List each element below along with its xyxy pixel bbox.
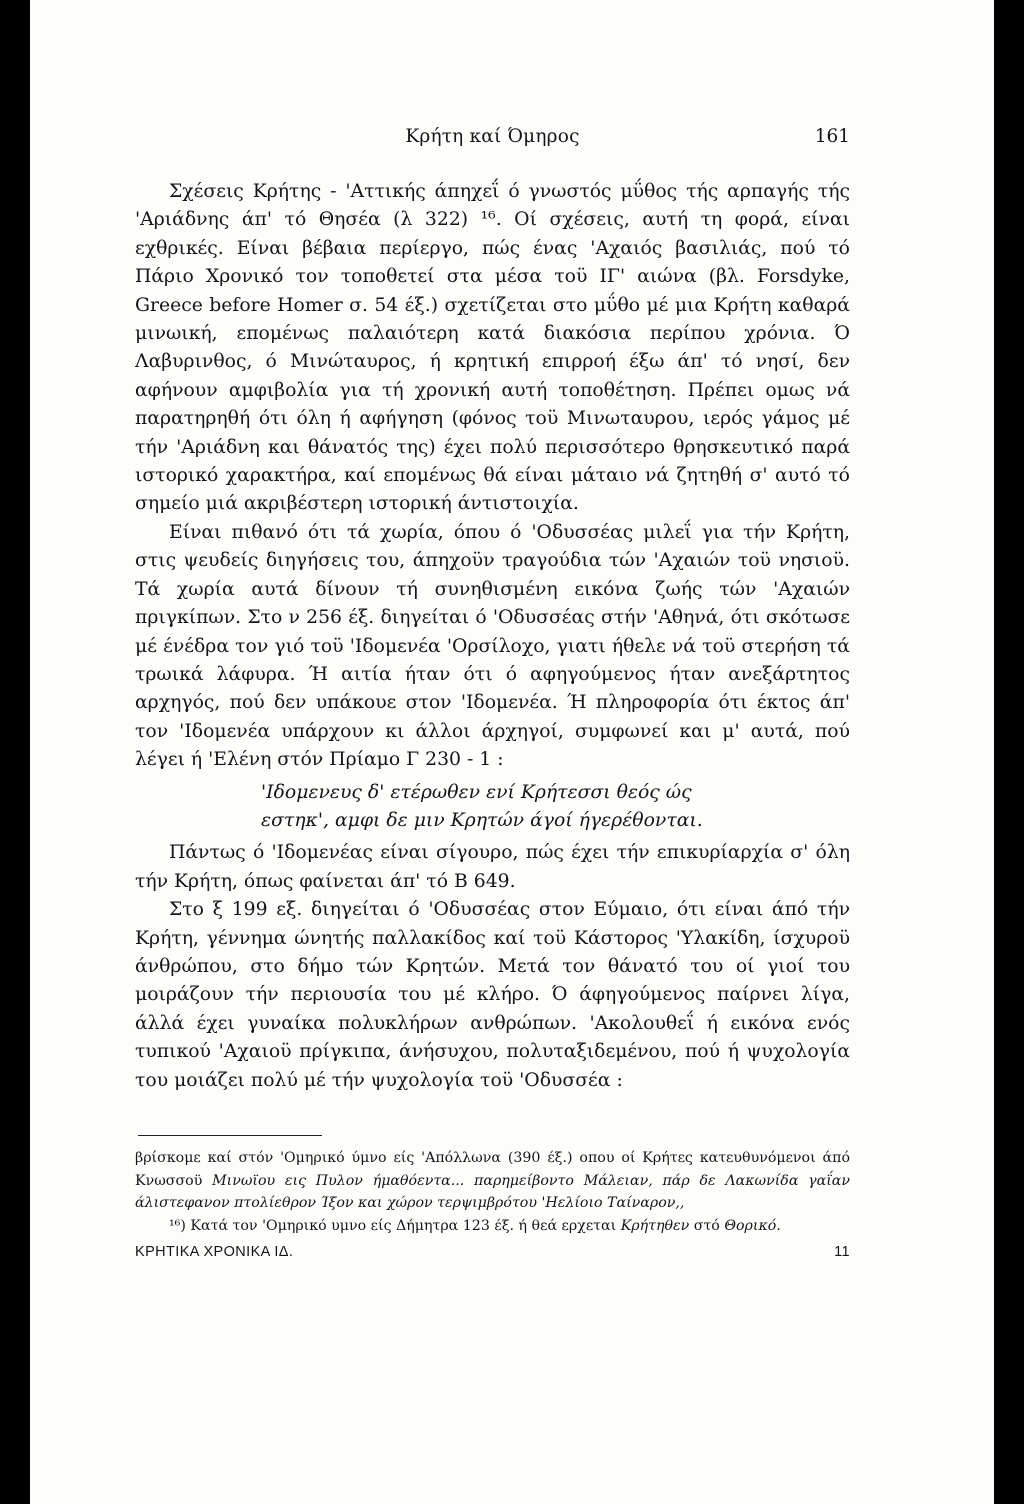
paragraph-1: Σχέσεις Κρήτης - 'Αττικής άπηχεΐ ό γνωστός μΰθος τής αρπαγής τής 'Αριάδνης άπ' τό Θησέα (λ 322) ¹⁶. Οί σχέσεις, αυτή τη φορά, είναι εχθρικές. Είναι βέβαια περίεργο, πώς ένας 'Αχαιός βασιλιάς, πού τό Πάριο Χρονικό τον τοποθετεί στα μέσα τοϋ ΙΓ' αιώνα (βλ. Forsdyke, Greece before Homer σ. 54 έξ.) σχετίζεται στο μΰθο μέ μια Κρήτη καθαρά μινωική, επομένως παλαιότερη κατά διακόσια περίπου χρόνια. Ό Λαβυρινθος, ό Μινώταυρος, ή κρητική επιρροή έξω άπ' τό νησί, δεν αφήνουν αμφιβολία για τή χρονική αυτή τοποθέτηση. Πρέπει ομως νά παρατηρηθή ότι όλη ή αφήγηση (φόνος τοϋ Μινωταυρου, ιερός γάμος μέ τήν 'Αριάδνη και θάνατός της) έχει πολύ περισσότερο θρησκευτικό παρά ιστορικό χαρακτήρα, καί επομένως θά είναι μάταιο νά ζητηθή σ' αυτό τό σημείο μιά ακριβέστερη ιστορική άντιστοιχία.	[135, 181, 850, 515]
footnote-continuation	[135, 1147, 850, 1215]
running-header	[135, 126, 850, 154]
footnote-16-thorikos: Θορικό.	[724, 1217, 781, 1234]
book-page	[30, 0, 994, 1504]
paragraph-2: Είναι πιθανό ότι τά χωρία, όπου ό 'Οδυσσέας μιλεΐ για τήν Κρήτη, στις ψευδείς διηγήσεις του, άπηχοϋν τραγούδια τών 'Αχαιών τοϋ νησιοϋ. Τά χωρία αυτά δίνουν τή συνηθισμένη εικόνα ζωής τών 'Αχαιών πριγκίπων. Στο ν 256 έξ. διηγείται ό 'Οδυσσέας στήν 'Αθηνά, ότι σκότωσε μέ ένέδρα τον γιό τοϋ 'Ιδομενέα 'Ορσίλοχο, γιατι ήθελε νά τοϋ στερήση τά τρωικά λάφυρα. Ή αιτία ήταν ότι ό αφηγούμενος ήταν ανεξάρτητος αρχηγός, πού δεν υπάκουε στον 'Ιδομενέα. Ή πληροφορία ότι έκτος άπ' τον 'Ιδομενέα υπάρχουν κι άλλοι άρχηγοί, συμφωνεί και μ' αυτά, πού λέγει ή 'Ελένη στόν Πρίαμο Γ 230 - 1 :	[135, 521, 850, 771]
footnotes	[135, 1147, 850, 1237]
page-footer	[135, 1244, 850, 1266]
paragraph-3: Πάντως ό 'Ιδομενέας είναι σίγουρο, πώς έχει τήν επικυρίαρχία σ' όλη τήν Κρήτη, όπως φαίνεται άπ' τό Β 649.	[135, 842, 850, 892]
printer-signature: 11	[834, 1244, 850, 1260]
verse-line-1: 'Ιδομενευς δ' ετέρωθεν ενί Κρήτεσσι θεός ώς	[261, 781, 692, 803]
footnote-16	[135, 1215, 850, 1238]
footnote-continuation-text: βρίσκομε καί στόν 'Ομηρικό ύμνο είς 'Απόλλωνα (390 έξ.) οπου οί Κρήτες κατευθυνόμενοι άπό Κνωσσοϋ	[135, 1150, 850, 1189]
main-text	[135, 178, 850, 1095]
homer-quotation	[261, 779, 850, 836]
journal-title: ΚΡΗΤΙΚΑ ΧΡΟΝΙΚΑ ΙΔ.	[135, 1244, 294, 1260]
running-title: Κρήτη καί Όμηρος	[405, 126, 580, 147]
footnote-16-text: ¹⁶) Κατά τον 'Ομηρικό υμνο είς Δήμητρα 123 έξ. ή θεά ερχεται	[169, 1217, 621, 1234]
footnote-16-joiner: στό	[689, 1217, 725, 1234]
paragraph-4: Στο ξ 199 εξ. διηγείται ό 'Οδυσσέας στον Εύμαιο, ότι είναι άπό τήν Κρήτη, γέννημα ώνητής παλλακίδος καί τοϋ Κάστορος 'Υλακίδη, ίσχυροϋ άνθρώπου, στο δήμο τών Κρητών. Μετά τον θάνατό του οί γιοί του μοιράζουν τήν περιουσία του μέ κλήρο. Ό άφηγούμενος παίρνει λίγα, άλλά έχει γυναίκα πολυκλήρων ανθρώπων. 'Ακολουθεΐ ή εικόνα ενός τυπικού 'Αχαιοϋ πρίγκιπα, άνήσυχου, πολυταξιδεμένου, πού ή ψυχολογία του μοιάζει πολύ μέ τήν ψυχολογία τοϋ 'Οδυσσέα :	[135, 899, 850, 1091]
footnote-16-crete: Κρήτηθεν	[620, 1217, 690, 1234]
footnote-continuation-quote: Μινωϊου εις Πυλον ήμαθόεντα... παρημείβοντο Μάλειαν, πάρ δε Λακωνίδα γαΐαν άλιστεφανον πτολίεθρον Ίξον και χώρον τερψιμβρότου 'Ηελίοιο Ταίναρον,,	[135, 1172, 851, 1212]
verse-line-2: εστηκ', αμφι δε μιν Κρητών άγοί ήγερέθονται.	[261, 809, 703, 831]
page-number: 161	[814, 126, 850, 147]
footnote-divider	[138, 1135, 322, 1136]
